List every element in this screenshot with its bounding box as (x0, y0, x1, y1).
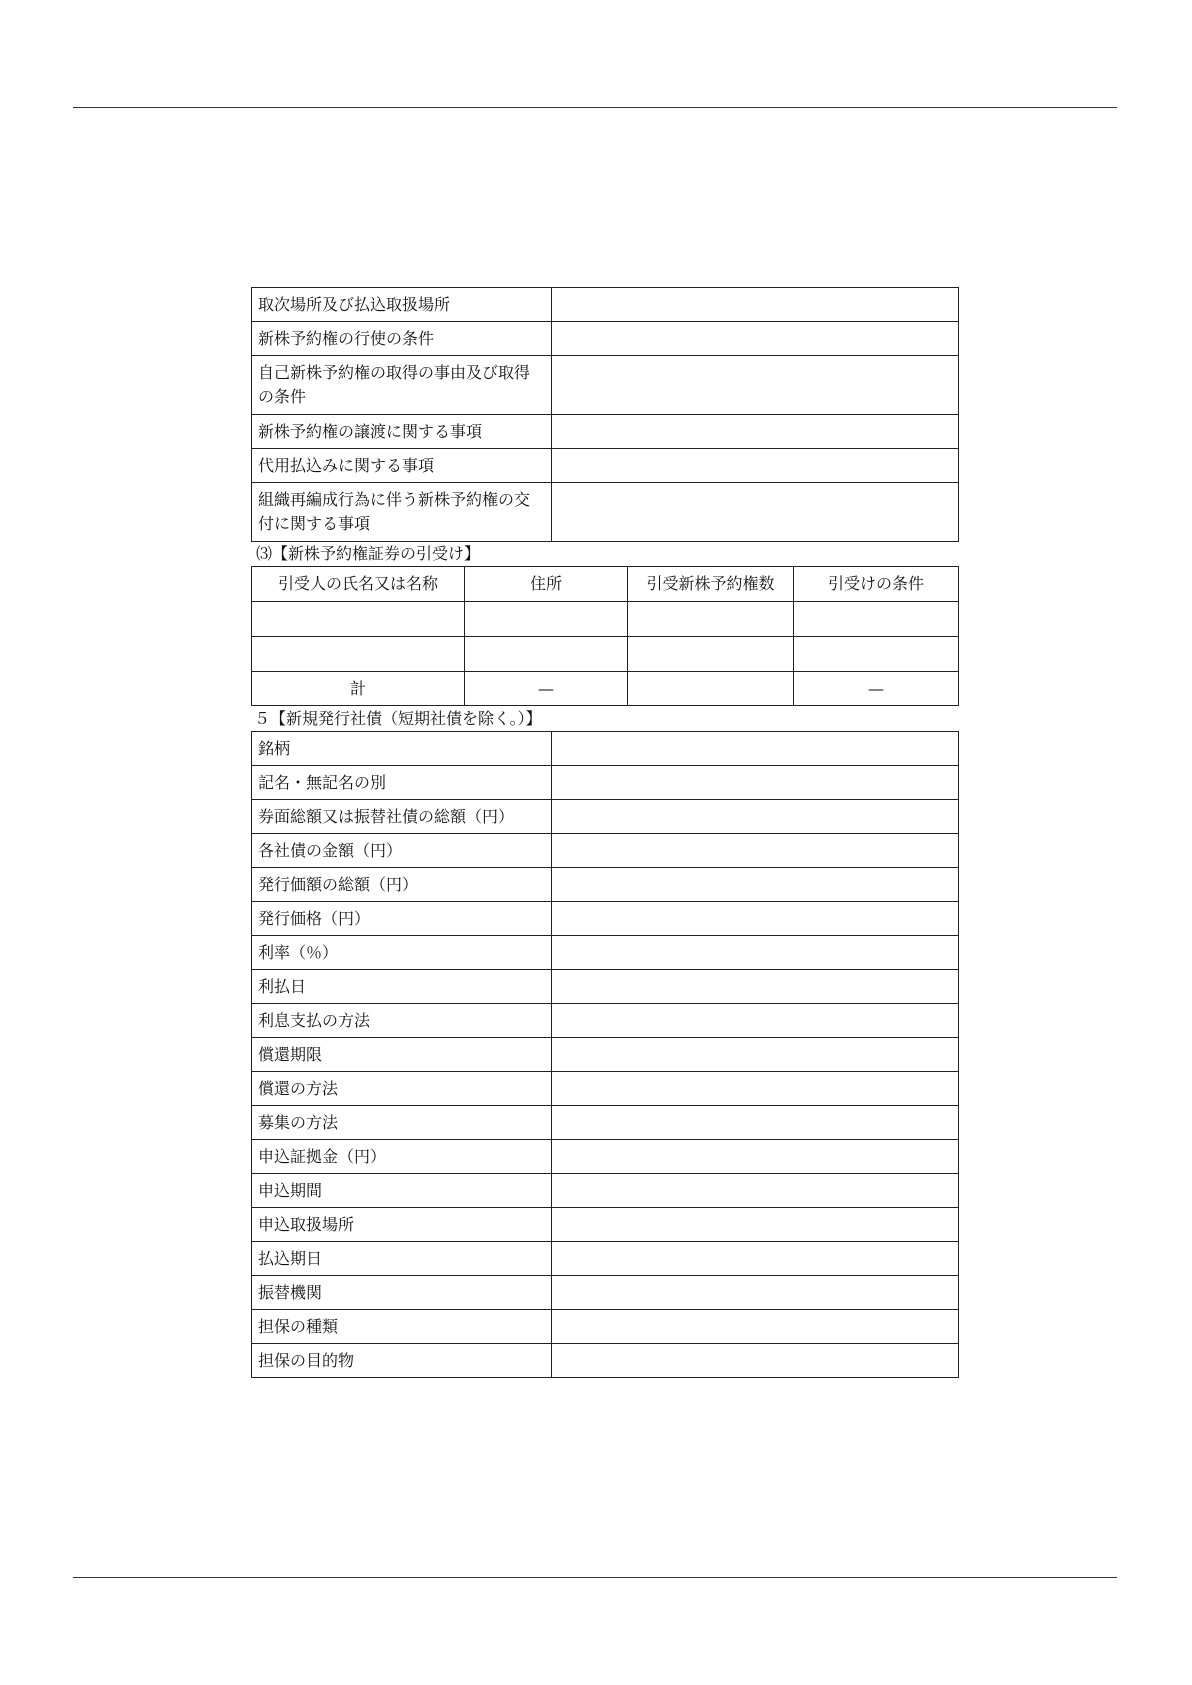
footer-rule (73, 1577, 1117, 1578)
row-label: 払込期日 (252, 1242, 552, 1276)
table-row (252, 800, 959, 834)
table-row (252, 415, 959, 449)
table-row (252, 637, 959, 672)
table-row (252, 936, 959, 970)
row-label: 申込取扱場所 (252, 1208, 552, 1242)
row-value (552, 1072, 959, 1106)
row-label: 利息支払の方法 (252, 1004, 552, 1038)
row-label: 組織再編成行為に伴う新株予約権の交付に関する事項 (252, 483, 552, 542)
row-label: 代用払込みに関する事項 (252, 449, 552, 483)
table-row (252, 732, 959, 766)
row-label: 申込証拠金（円） (252, 1140, 552, 1174)
row-label: 各社債の金額（円） (252, 834, 552, 868)
row-value (552, 1208, 959, 1242)
row-label: 記名・無記名の別 (252, 766, 552, 800)
table-row (252, 483, 959, 542)
table-cell (465, 602, 628, 637)
row-label: 償還期限 (252, 1038, 552, 1072)
table-row (252, 322, 959, 356)
table-row (252, 1242, 959, 1276)
table-cell (628, 637, 794, 672)
table-header-row (252, 567, 959, 602)
row-value (552, 766, 959, 800)
row-value (552, 1038, 959, 1072)
row-value (552, 1004, 959, 1038)
row-value (552, 1242, 959, 1276)
row-label: 担保の種類 (252, 1310, 552, 1344)
row-label: 自己新株予約権の取得の事由及び取得の条件 (252, 356, 552, 415)
table-cell (794, 602, 959, 637)
section-heading: ⑶【新株予約権証券の引受け】 (256, 544, 481, 563)
table-cell (252, 637, 465, 672)
row-value (552, 1310, 959, 1344)
table-row (252, 602, 959, 637)
table-row (252, 868, 959, 902)
row-value (552, 288, 959, 322)
table-row (252, 902, 959, 936)
row-label: 募集の方法 (252, 1106, 552, 1140)
total-count (628, 672, 794, 706)
row-label: 利率（％） (252, 936, 552, 970)
row-label: 申込期間 (252, 1174, 552, 1208)
table-cell (794, 637, 959, 672)
column-header: 引受けの条件 (794, 567, 959, 602)
column-header: 住所 (465, 567, 628, 602)
table-row (252, 1344, 959, 1378)
row-value (552, 1140, 959, 1174)
bond-terms-table (251, 731, 959, 1378)
row-value (552, 356, 959, 415)
row-label: 新株予約権の譲渡に関する事項 (252, 415, 552, 449)
row-value (552, 902, 959, 936)
row-label: 振替機関 (252, 1276, 552, 1310)
row-label: 利払日 (252, 970, 552, 1004)
total-address: — (465, 672, 628, 706)
table-row (252, 1140, 959, 1174)
total-conditions: — (794, 672, 959, 706)
table-row (252, 1208, 959, 1242)
row-value (552, 449, 959, 483)
row-value (552, 483, 959, 542)
table-row (252, 1004, 959, 1038)
table-row (252, 834, 959, 868)
header-rule (73, 107, 1117, 108)
table-row (252, 1174, 959, 1208)
table-cell (465, 637, 628, 672)
underwriting-table (251, 566, 959, 706)
row-value (552, 1106, 959, 1140)
row-label: 券面総額又は振替社債の総額（円） (252, 800, 552, 834)
row-value (552, 970, 959, 1004)
row-value (552, 732, 959, 766)
row-value (552, 936, 959, 970)
section-heading: ５【新規発行社債（短期社債を除く。）】 (254, 709, 542, 728)
column-header: 引受新株予約権数 (628, 567, 794, 602)
table-row (252, 1038, 959, 1072)
column-header: 引受人の氏名又は名称 (252, 567, 465, 602)
table-cell (252, 602, 465, 637)
row-label: 発行価額の総額（円） (252, 868, 552, 902)
row-value (552, 322, 959, 356)
row-value (552, 1276, 959, 1310)
row-value (552, 868, 959, 902)
table-cell (628, 602, 794, 637)
total-label: 計 (252, 672, 465, 706)
table-row (252, 970, 959, 1004)
table-row (252, 766, 959, 800)
total-row (252, 672, 959, 706)
row-value (552, 1174, 959, 1208)
row-value (552, 834, 959, 868)
table-row (252, 1310, 959, 1344)
table-row (252, 449, 959, 483)
table-row (252, 356, 959, 415)
row-label: 新株予約権の行使の条件 (252, 322, 552, 356)
row-label: 銘柄 (252, 732, 552, 766)
table-row (252, 1106, 959, 1140)
share-option-terms-table (251, 287, 959, 542)
table-row (252, 288, 959, 322)
row-value (552, 1344, 959, 1378)
row-label: 発行価格（円） (252, 902, 552, 936)
table-row (252, 1072, 959, 1106)
row-label: 取次場所及び払込取扱場所 (252, 288, 552, 322)
row-label: 担保の目的物 (252, 1344, 552, 1378)
row-value (552, 415, 959, 449)
table-row (252, 1276, 959, 1310)
row-label: 償還の方法 (252, 1072, 552, 1106)
row-value (552, 800, 959, 834)
